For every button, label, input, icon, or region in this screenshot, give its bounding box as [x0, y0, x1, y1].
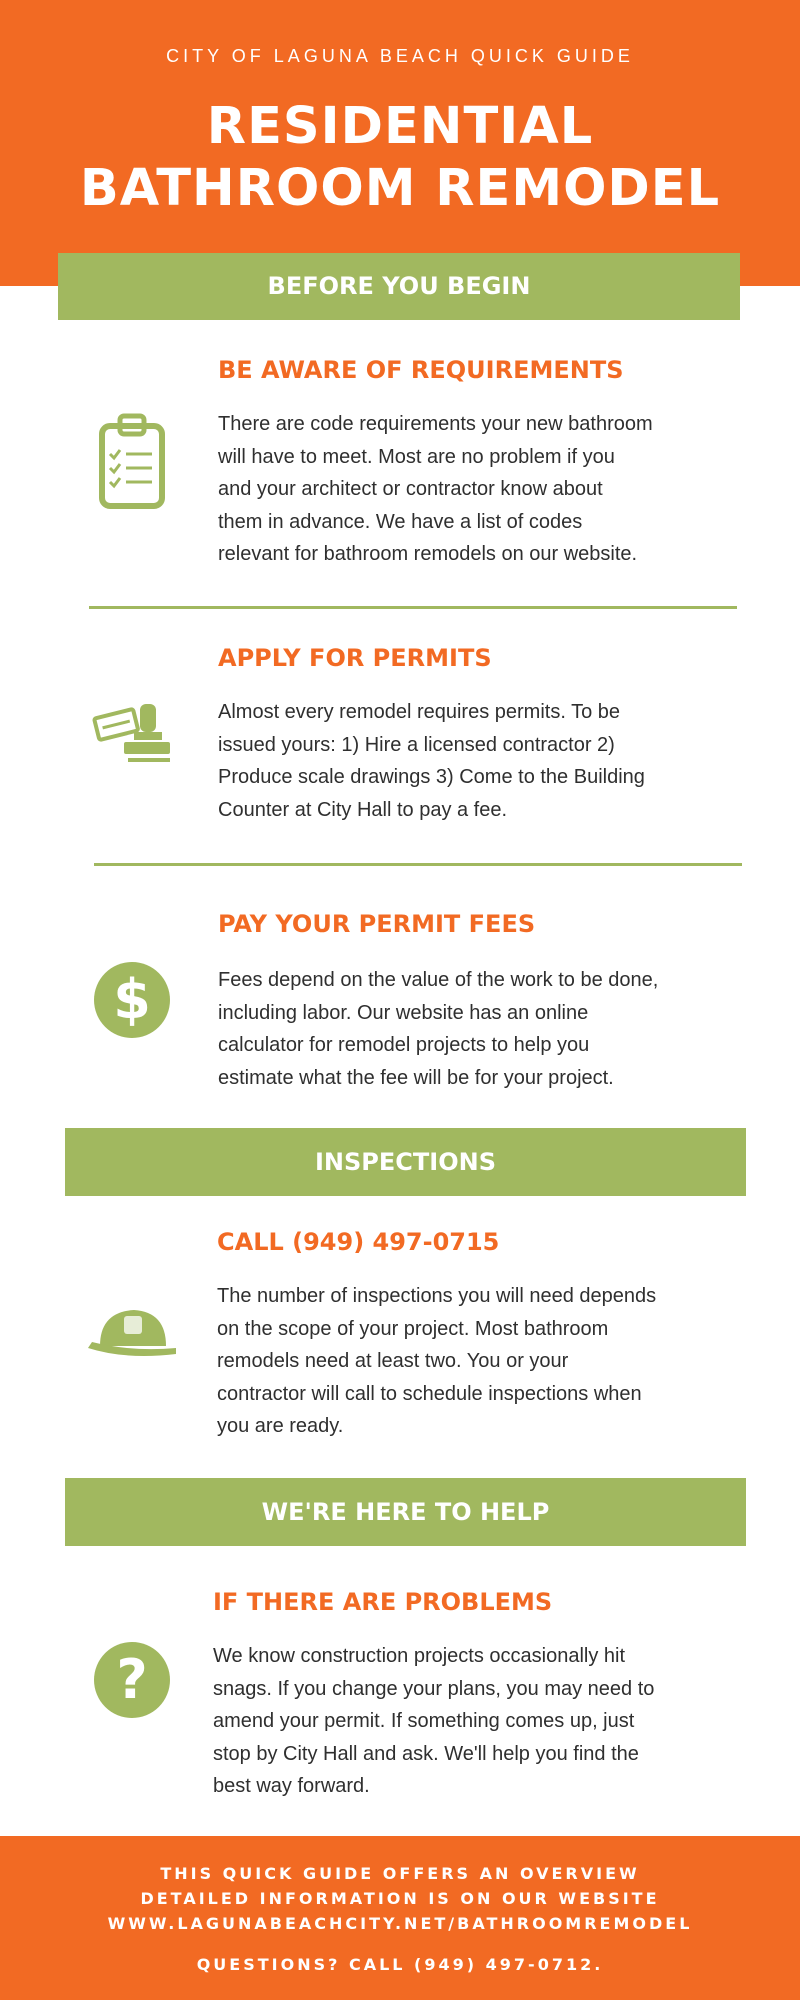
footer-details: DETAILED INFORMATION IS ON OUR WEBSITE [140, 1889, 660, 1908]
guide-kicker: CITY OF LAGUNA BEACH QUICK GUIDE [166, 46, 634, 66]
problems-line: We know construction projects occasionally hit [213, 1645, 626, 1667]
page-title [0, 96, 800, 220]
footer-phone: QUESTIONS? CALL (949) 497-0712. [196, 1955, 604, 1974]
fees-line: calculator for remodel projects to help you [218, 1034, 590, 1056]
requirements-line: and your architect or contractor know about [218, 478, 603, 500]
inspections-line: on the scope of your project. Most bathroom [217, 1317, 609, 1340]
help-band: WE'RE HERE TO HELP [65, 1478, 746, 1546]
problems-line: snags. If you change your plans, you may need to [213, 1677, 655, 1700]
requirements-line: relevant for bathroom remodels on our website. [218, 543, 638, 565]
requirements-line: will have to meet. Most are no problem if you [218, 445, 615, 468]
fees-line: Fees depend on the value of the work to be done, [218, 969, 659, 991]
problems-line: amend your permit. If something comes up, just [213, 1710, 635, 1732]
permits-line: Counter at City Hall to pay a fee. [218, 798, 508, 821]
footer-overview: THIS QUICK GUIDE OFFERS AN OVERVIEW [160, 1864, 640, 1883]
title-line-1: RESIDENTIAL [206, 97, 594, 156]
permits-heading: APPLY FOR PERMITS [218, 644, 492, 672]
clipboard-checklist-icon [96, 412, 170, 512]
fees-body [218, 964, 758, 1094]
requirements-line: There are code requirements your new bathroom [218, 413, 653, 435]
inspections-line: The number of inspections you will need depends [217, 1285, 657, 1307]
fees-line: including labor. Our website has an online [218, 1001, 589, 1024]
permits-line: issued yours: 1) Hire a licensed contractor 2) [218, 733, 615, 756]
problems-line: best way forward. [213, 1775, 370, 1797]
requirements-body [218, 408, 758, 571]
section-divider [94, 863, 742, 866]
inspections-heading: CALL (949) 497-0715 [217, 1228, 500, 1256]
problems-body [213, 1640, 758, 1803]
requirements-heading: BE AWARE OF REQUIREMENTS [218, 356, 624, 384]
fees-heading: PAY YOUR PERMIT FEES [218, 910, 536, 938]
title-line-2: BATHROOM REMODEL [79, 159, 721, 218]
problems-line: stop by City Hall and ask. We'll help you find the [213, 1742, 639, 1765]
before-you-begin-band: BEFORE YOU BEGIN [58, 253, 740, 320]
inspections-body [217, 1280, 757, 1443]
permits-body [218, 696, 758, 826]
hard-hat-icon [86, 1302, 180, 1362]
fees-line: estimate what the fee will be for your project. [218, 1066, 614, 1089]
dollar-icon: $ [94, 962, 170, 1038]
footer-website-link[interactable]: WWW.LAGUNABEACHCITY.NET/BATHROOMREMODEL [107, 1914, 693, 1933]
inspections-line: you are ready. [217, 1415, 344, 1437]
requirements-line: them in advance. We have a list of codes [218, 510, 583, 533]
permits-line: Almost every remodel requires permits. To be [218, 701, 621, 723]
question-mark-icon: ? [94, 1642, 170, 1718]
problems-heading: IF THERE ARE PROBLEMS [213, 1588, 553, 1616]
permits-line: Produce scale drawings 3) Come to the Building [218, 766, 645, 788]
inspections-line: contractor will call to schedule inspections when [217, 1382, 642, 1405]
inspections-band: INSPECTIONS [65, 1128, 746, 1196]
inspections-line: remodels need at least two. You or your [217, 1350, 569, 1372]
permit-stamp-icon [92, 700, 174, 766]
section-divider [89, 606, 737, 609]
